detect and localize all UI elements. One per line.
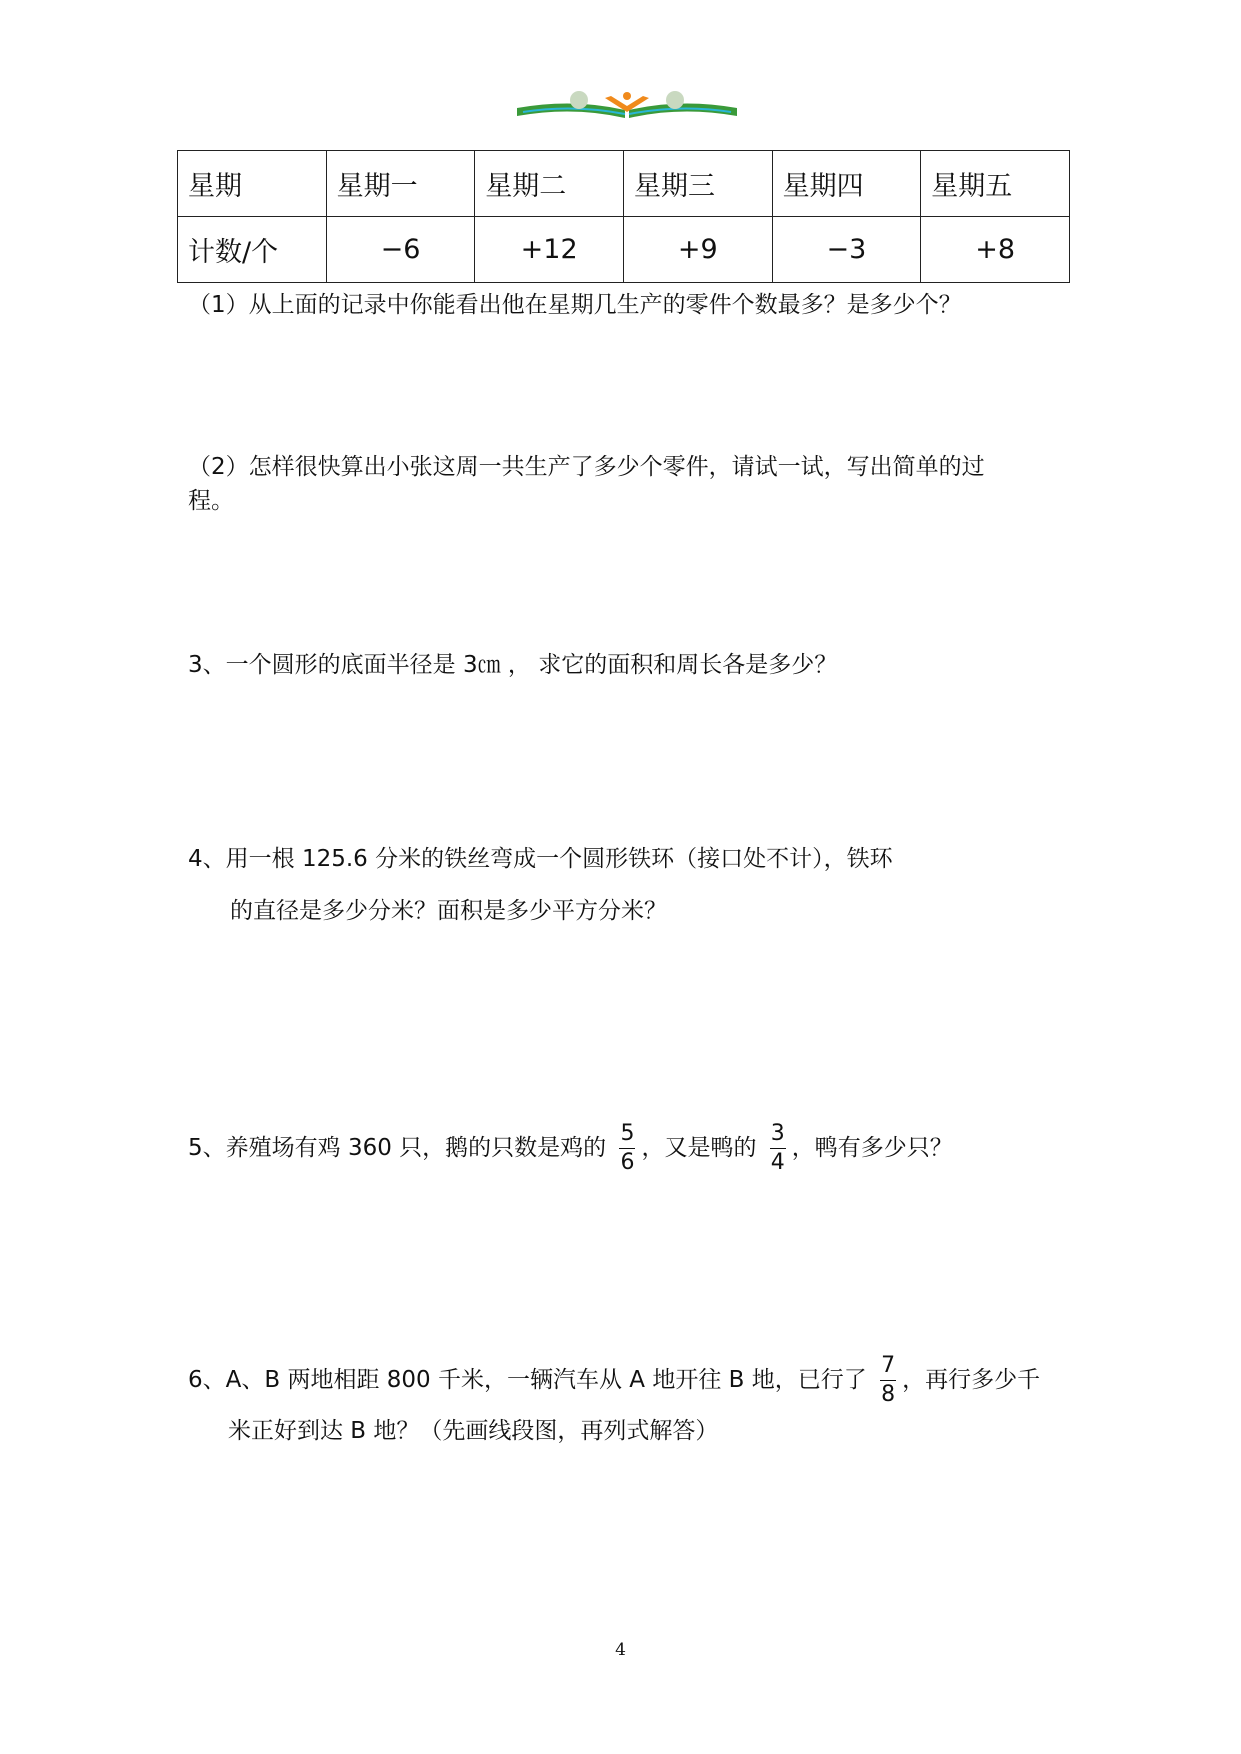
question-2-line-2: 程。 xyxy=(188,488,234,514)
logo-image xyxy=(513,88,741,122)
table-cell: +12 xyxy=(475,217,624,283)
question-4-line-2: 的直径是多少分米？面积是多少平方分米？ xyxy=(230,898,667,924)
table-row xyxy=(178,151,1070,217)
table-row xyxy=(178,217,1070,283)
fraction-numerator: 5 xyxy=(620,1121,635,1146)
table-cell: +8 xyxy=(921,217,1070,283)
table-cell: −6 xyxy=(326,217,475,283)
question-6-line-2: 米正好到达 B 地？（先画线段图，再列式解答） xyxy=(228,1418,719,1444)
table-cell: 星期四 xyxy=(772,151,921,217)
table-cell: 星期五 xyxy=(921,151,1070,217)
question-5 xyxy=(188,1118,953,1178)
question-5-text: 5、养殖场有鸡 360 只，鹅的只数是鸡的 xyxy=(188,1135,607,1161)
question-4-line-1: 4、用一根 125.6 分米的铁丝弯成一个圆形铁环（接口处不计），铁环 xyxy=(188,846,893,872)
question-5-text: ，鸭有多少只？ xyxy=(791,1135,953,1161)
weekly-count-table xyxy=(177,150,1070,283)
table-cell: +9 xyxy=(623,217,772,283)
page-number: 4 xyxy=(615,1640,626,1660)
table-cell: 星期二 xyxy=(475,151,624,217)
fraction-denominator: 4 xyxy=(770,1150,785,1175)
table-cell: 星期 xyxy=(178,151,327,217)
question-5-text: ，又是鸭的 xyxy=(641,1135,757,1161)
table-cell: 计数/个 xyxy=(178,217,327,283)
fraction-numerator: 7 xyxy=(881,1353,896,1378)
question-2-line-1: （2）怎样很快算出小张这周一共生产了多少个零件，请试一试，写出简单的过 xyxy=(188,454,985,480)
fraction-denominator: 6 xyxy=(620,1150,635,1175)
question-6-line-1 xyxy=(188,1350,1040,1410)
fraction-three-quarters xyxy=(770,1120,786,1177)
question-6-text: 6、A、B 两地相距 800 千米，一辆汽车从 A 地开往 B 地，已行了 xyxy=(188,1367,867,1393)
table-cell: 星期一 xyxy=(326,151,475,217)
question-1: （1）从上面的记录中你能看出他在星期几生产的零件个数最多？是多少个？ xyxy=(188,292,962,318)
question-6-text: ，再行多少千 xyxy=(902,1367,1041,1393)
fraction-numerator: 3 xyxy=(770,1121,785,1146)
table-cell: −3 xyxy=(772,217,921,283)
question-3: 3、一个圆形的底面半径是 3㎝ ， 求它的面积和周长各是多少？ xyxy=(188,652,838,678)
fraction-five-sixths xyxy=(619,1120,635,1177)
fraction-denominator: 8 xyxy=(881,1382,896,1407)
fraction-seven-eighths xyxy=(880,1352,896,1409)
table-cell: 星期三 xyxy=(623,151,772,217)
